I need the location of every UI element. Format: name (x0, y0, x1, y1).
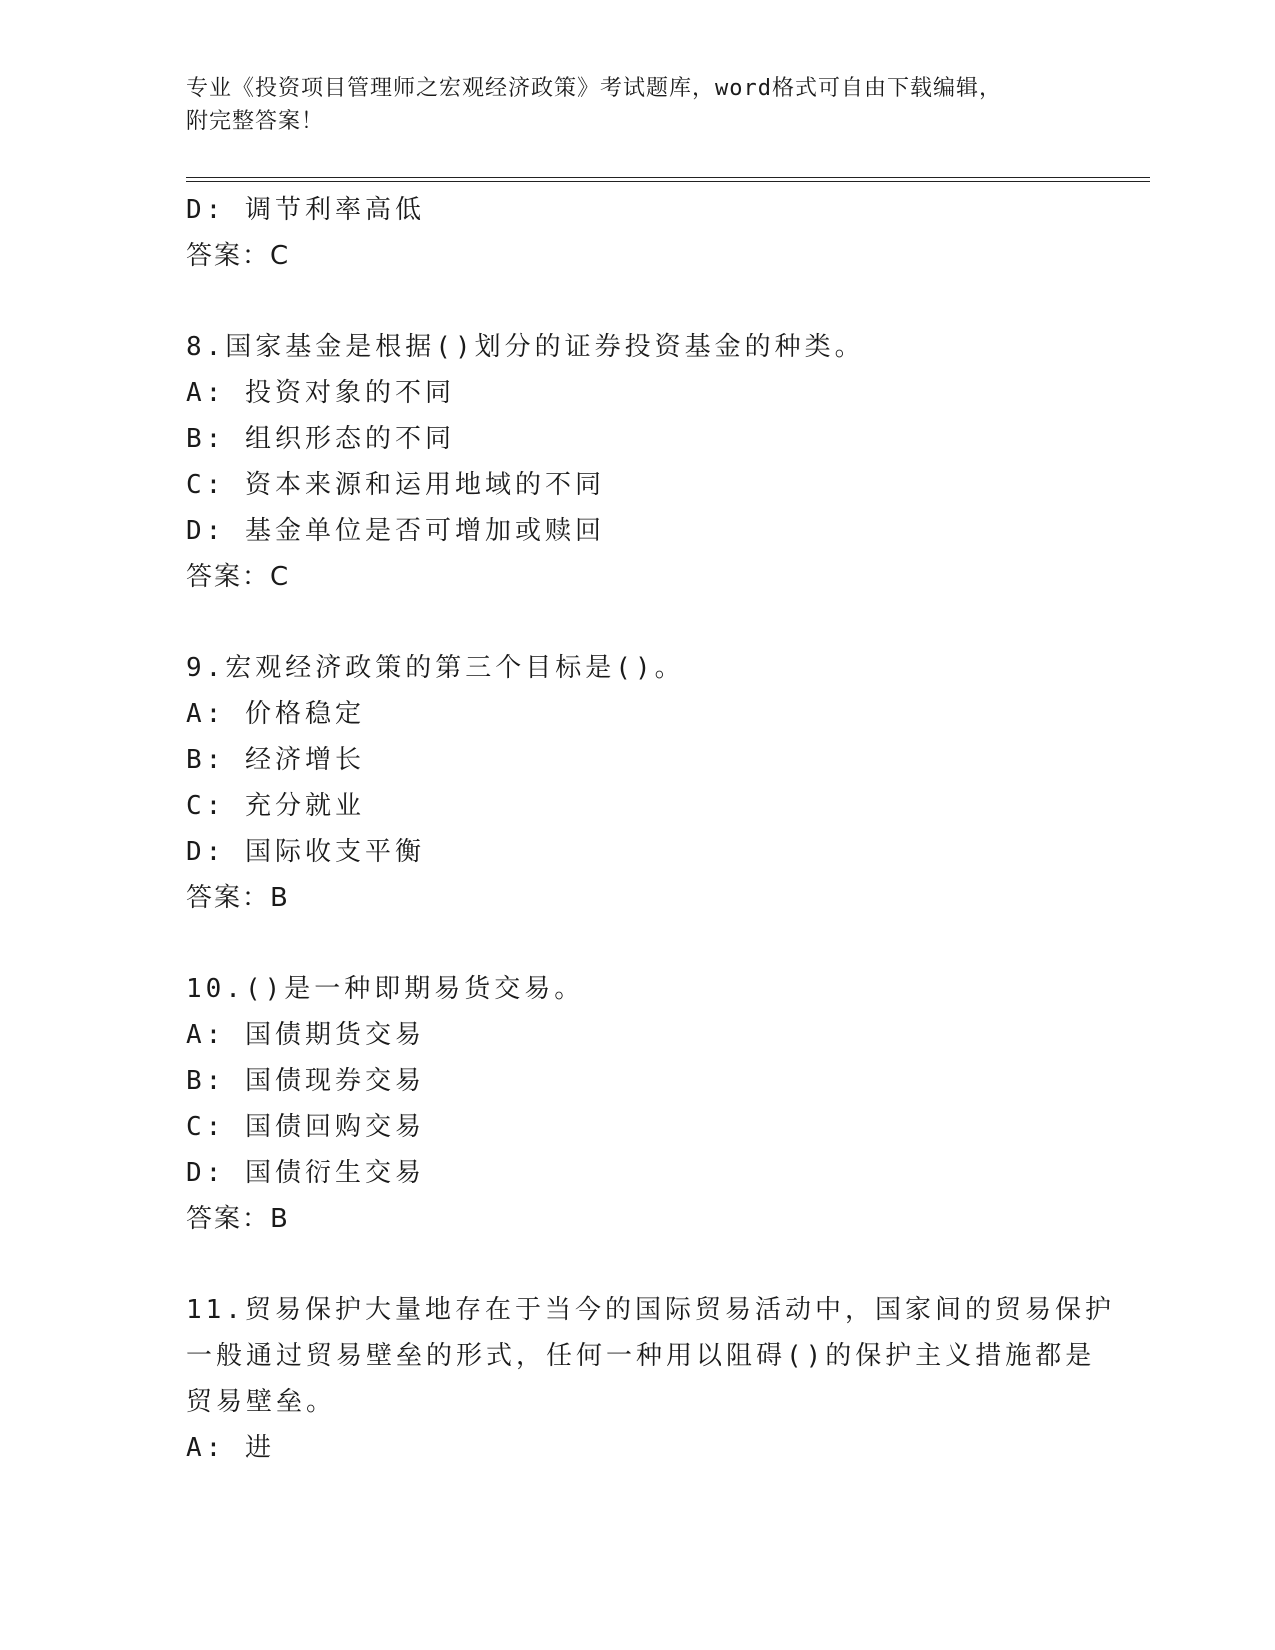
option-d: D: 调节利率高低 (186, 195, 425, 225)
option-a: A: 国债期货交易 (186, 1020, 425, 1050)
answer-line: 答案：C (186, 562, 291, 592)
option-c: C: 充分就业 (186, 791, 365, 821)
question-stem: 8.国家基金是根据()划分的证券投资基金的种类。 (186, 332, 865, 362)
document-header (186, 72, 1086, 138)
answer-line: 答案：B (186, 1204, 290, 1234)
question-stem: 9.宏观经济政策的第三个目标是()。 (186, 653, 685, 683)
question-7-tail (186, 187, 1066, 279)
option-b: B: 组织形态的不同 (186, 424, 455, 454)
question-list (186, 187, 1115, 1471)
question-9 (186, 645, 1066, 921)
header-line-1: 专业《投资项目管理师之宏观经济政策》考试题库，word格式可自由下载编辑， (186, 76, 1002, 101)
option-c: C: 资本来源和运用地域的不同 (186, 470, 605, 500)
option-c: C: 国债回购交易 (186, 1112, 425, 1142)
option-d: D: 国债衍生交易 (186, 1158, 425, 1188)
question-10 (186, 966, 1066, 1242)
header-line-2: 附完整答案！ (186, 109, 325, 134)
question-stem-line-3: 贸易壁垒。 (186, 1387, 337, 1417)
question-8 (186, 324, 1066, 600)
option-b: B: 经济增长 (186, 745, 365, 775)
option-a: A: 进 (186, 1433, 275, 1463)
question-stem-line-1: 11.贸易保护大量地存在于当今的国际贸易活动中，国家间的贸易保护 (186, 1295, 1115, 1325)
question-11 (186, 1287, 1115, 1471)
option-a: A: 投资对象的不同 (186, 378, 455, 408)
answer-line: 答案：C (186, 241, 291, 271)
header-divider (186, 177, 1150, 182)
answer-line: 答案：B (186, 883, 290, 913)
option-a: A: 价格稳定 (186, 699, 365, 729)
option-d: D: 基金单位是否可增加或赎回 (186, 516, 605, 546)
question-stem-line-2: 一般通过贸易壁垒的形式，任何一种用以阻碍()的保护主义措施都是 (186, 1341, 1096, 1371)
option-d: D: 国际收支平衡 (186, 837, 425, 867)
option-b: B: 国债现券交易 (186, 1066, 425, 1096)
question-stem: 10.()是一种即期易货交易。 (186, 974, 585, 1004)
